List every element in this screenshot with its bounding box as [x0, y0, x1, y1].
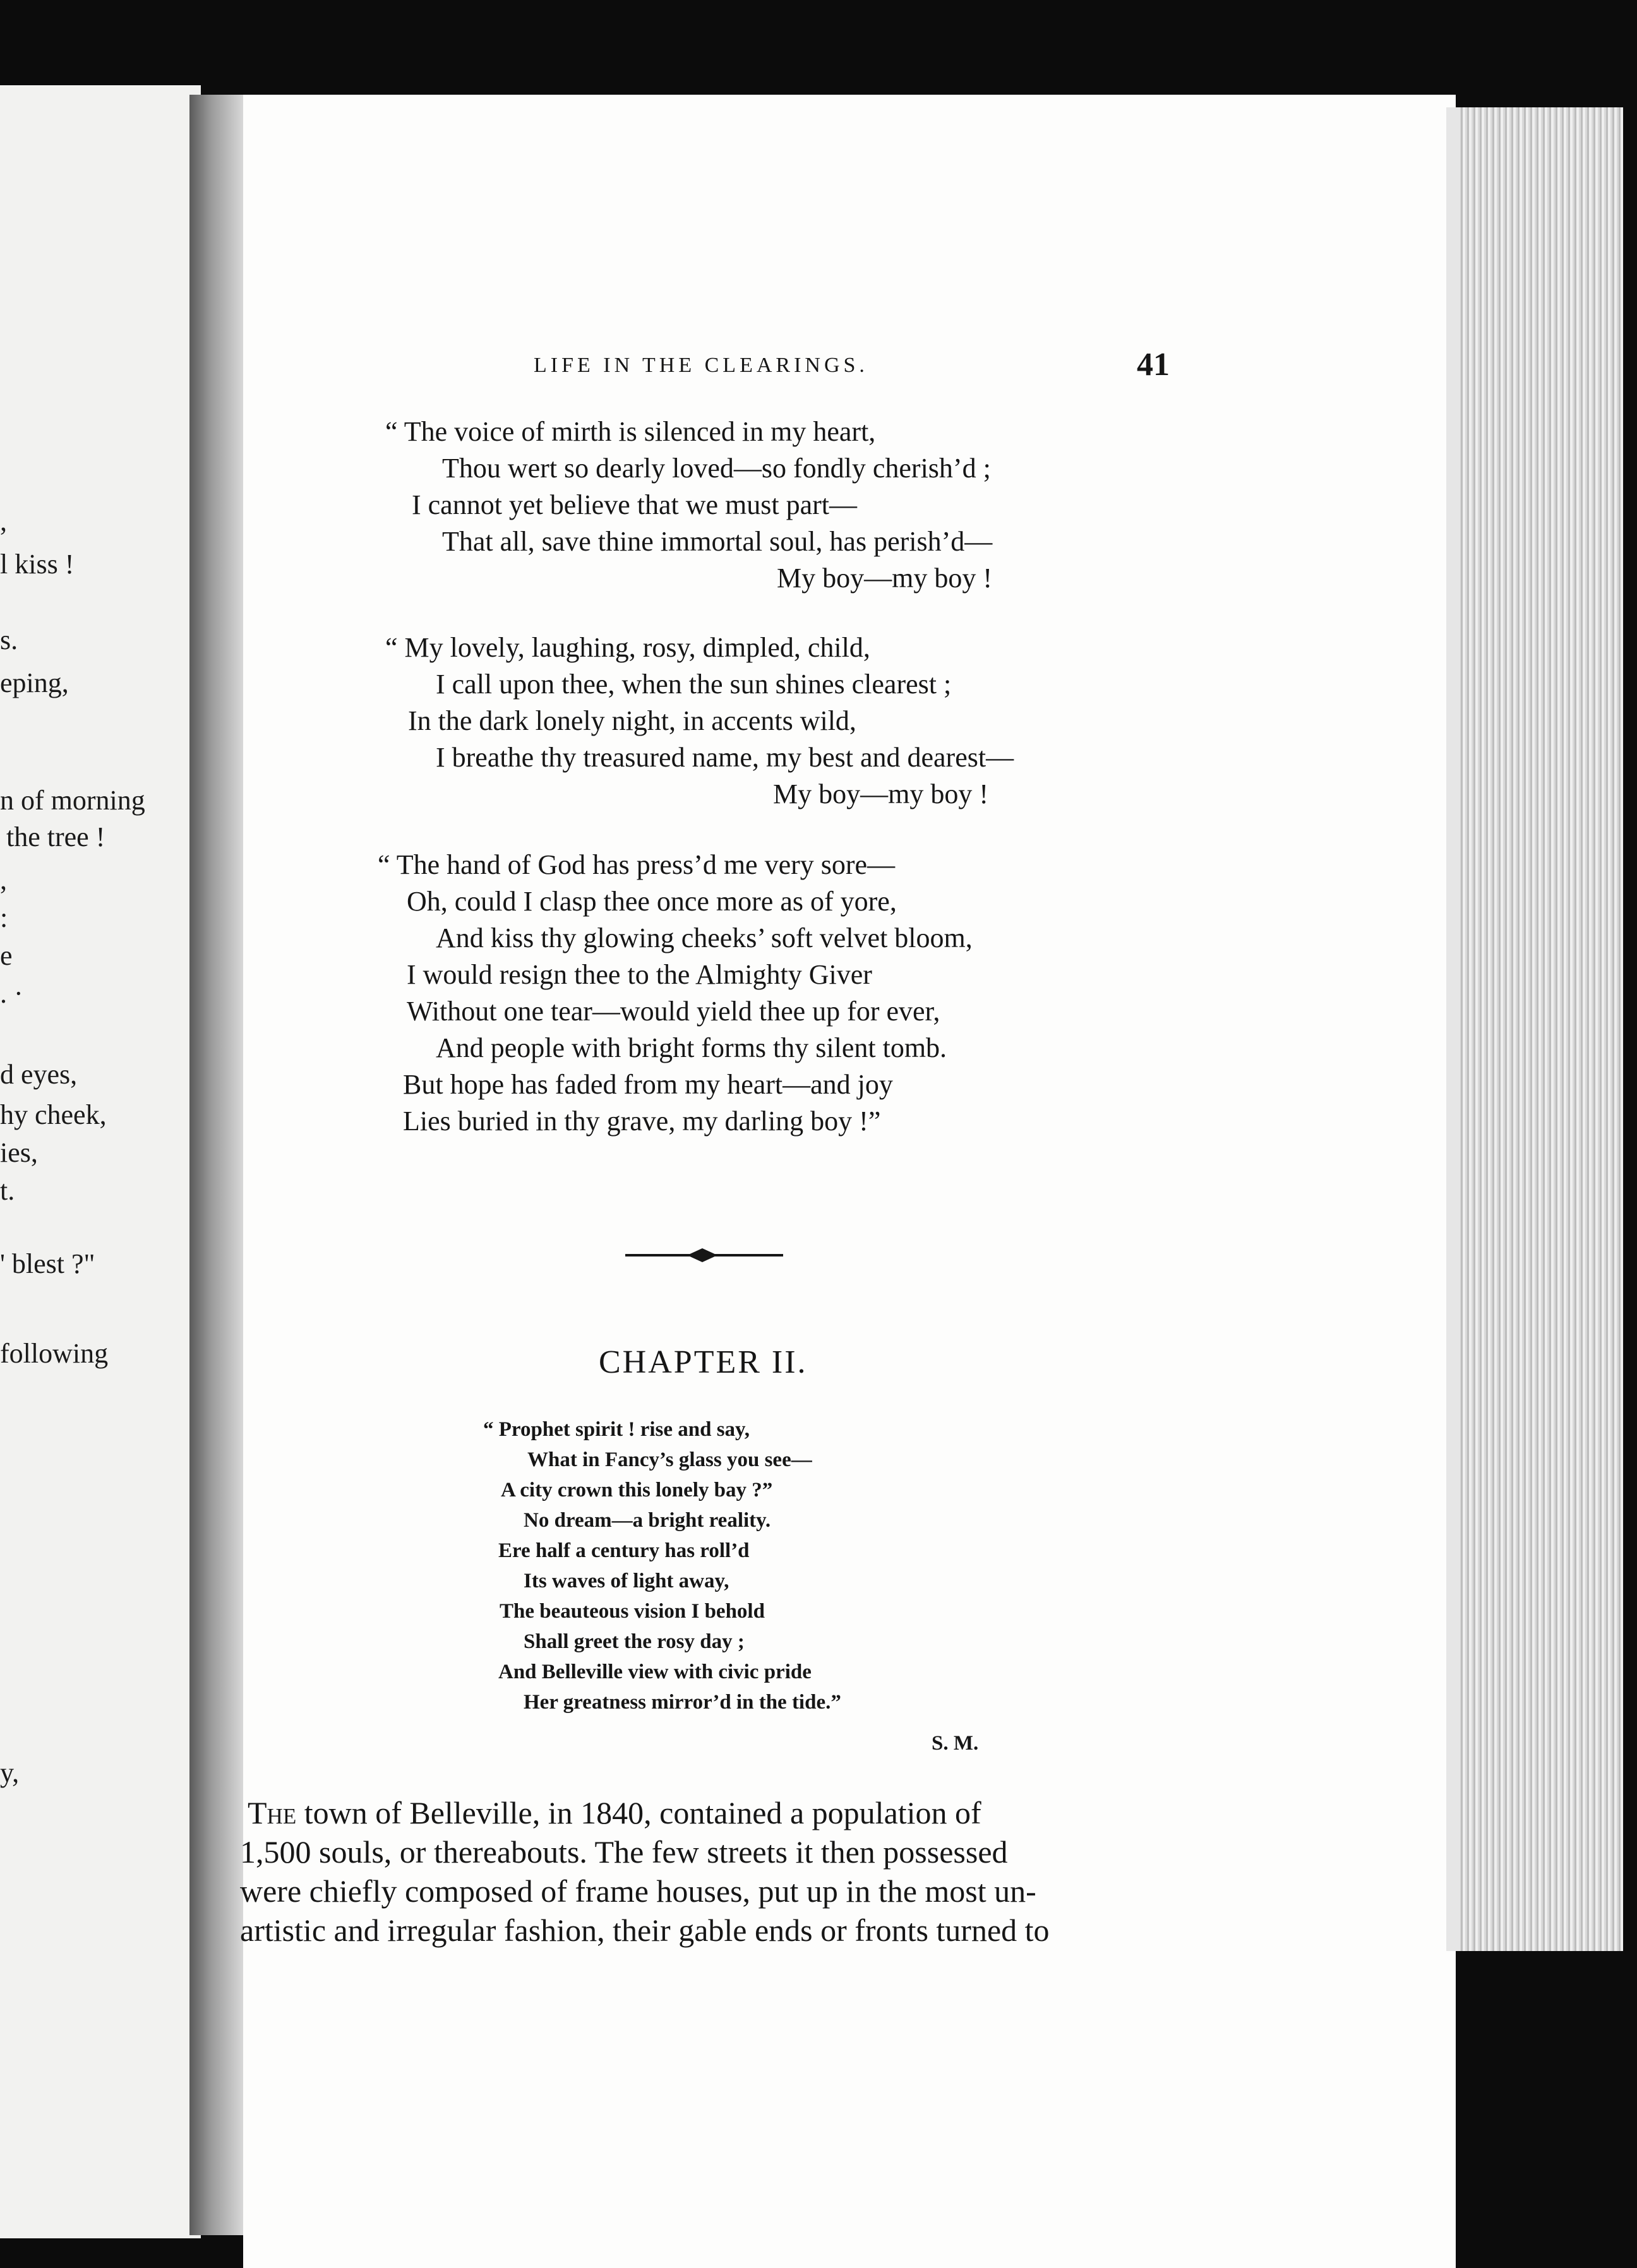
prose-line: 1,500 souls, or thereabouts. The few streets it then possessed — [240, 1834, 1008, 1870]
epigraph-attribution: S. M. — [932, 1732, 979, 1755]
poem-line: In the dark lonely night, in accents wild, — [408, 705, 856, 736]
left-line: ies, — [0, 1137, 38, 1168]
running-head: LIFE IN THE CLEARINGS. — [534, 354, 868, 377]
epigraph-line: No dream—a bright reality. — [524, 1509, 771, 1532]
page-edge-shadow — [1446, 107, 1460, 1951]
poem-line: But hope has faded from my heart—and joy — [403, 1069, 893, 1100]
left-line: , — [0, 864, 7, 895]
left-line: : — [0, 902, 8, 933]
epigraph-line: “ Prophet spirit ! rise and say, — [483, 1418, 750, 1441]
left-line: ' blest ?" — [0, 1248, 95, 1279]
section-divider-ornament — [625, 1247, 783, 1263]
epigraph-line: The beauteous vision I behold — [500, 1600, 765, 1623]
poem-line: That all, save thine immortal soul, has perish’d— — [442, 526, 993, 557]
left-line: t. — [0, 1175, 15, 1206]
epigraph-line: And Belleville view with civic pride — [498, 1661, 812, 1683]
poem-line: I call upon thee, when the sun shines clearest ; — [436, 669, 952, 700]
left-line: . · — [0, 978, 23, 1009]
left-line: y, — [0, 1757, 20, 1788]
epigraph-line: Her greatness mirror’d in the tide.” — [524, 1691, 841, 1714]
page-number: 41 — [1137, 347, 1170, 383]
left-line: n of morning — [0, 785, 145, 816]
left-line: the tree ! — [6, 821, 105, 852]
epigraph-line: Shall greet the rosy day ; — [524, 1630, 745, 1653]
prose-line: artistic and irregular fashion, their gable ends or fronts turned to — [240, 1913, 1050, 1948]
poem-line: Without one tear—would yield thee up for ever, — [407, 996, 940, 1027]
page-edges — [1446, 107, 1623, 1951]
left-line: , — [0, 506, 7, 537]
epigraph-line: Its waves of light away, — [524, 1570, 729, 1592]
epigraph-line: A city crown this lonely bay ?” — [501, 1479, 773, 1501]
poem-line: “ The hand of God has press’d me very sore— — [378, 849, 896, 880]
left-line: l kiss ! — [0, 549, 75, 580]
epigraph-line: What in Fancy’s glass you see— — [527, 1448, 812, 1471]
poem-line: “ My lovely, laughing, rosy, dimpled, child, — [385, 632, 870, 663]
poem-line: I would resign thee to the Almighty Giver — [407, 959, 872, 990]
prose-line-text: town of Belleville, in 1840, contained a population of — [296, 1795, 981, 1830]
prose-line — [248, 1793, 981, 1832]
poem-line: My boy—my boy ! — [773, 779, 988, 809]
poem-line: “ The voice of mirth is silenced in my heart, — [385, 416, 876, 447]
poem-line: I breathe thy treasured name, my best and dearest— — [436, 742, 1014, 773]
epigraph-line: Ere half a century has roll’d — [498, 1539, 750, 1562]
left-line: d eyes, — [0, 1059, 78, 1090]
poem-line: And kiss thy glowing cheeks’ soft velvet bloom, — [436, 922, 973, 953]
left-line: s. — [0, 624, 18, 655]
poem-line: Lies buried in thy grave, my darling boy !” — [403, 1106, 881, 1137]
prose-line: were chiefly composed of frame houses, put up in the most un- — [240, 1873, 1036, 1909]
left-line: eping, — [0, 667, 69, 698]
opening-word: The — [248, 1795, 297, 1830]
poem-line: Thou wert so dearly loved—so fondly cherish’d ; — [442, 453, 991, 484]
chapter-heading: CHAPTER II. — [599, 1344, 808, 1380]
left-line: hy cheek, — [0, 1099, 107, 1130]
left-line: e — [0, 940, 13, 971]
poem-line: I cannot yet believe that we must part— — [412, 489, 857, 520]
book-spine — [189, 95, 243, 2235]
poem-line: My boy—my boy ! — [777, 563, 992, 594]
poem-line: Oh, could I clasp thee once more as of yore, — [407, 886, 897, 917]
poem-line: And people with bright forms thy silent tomb. — [436, 1032, 947, 1063]
left-line: following — [0, 1338, 109, 1369]
